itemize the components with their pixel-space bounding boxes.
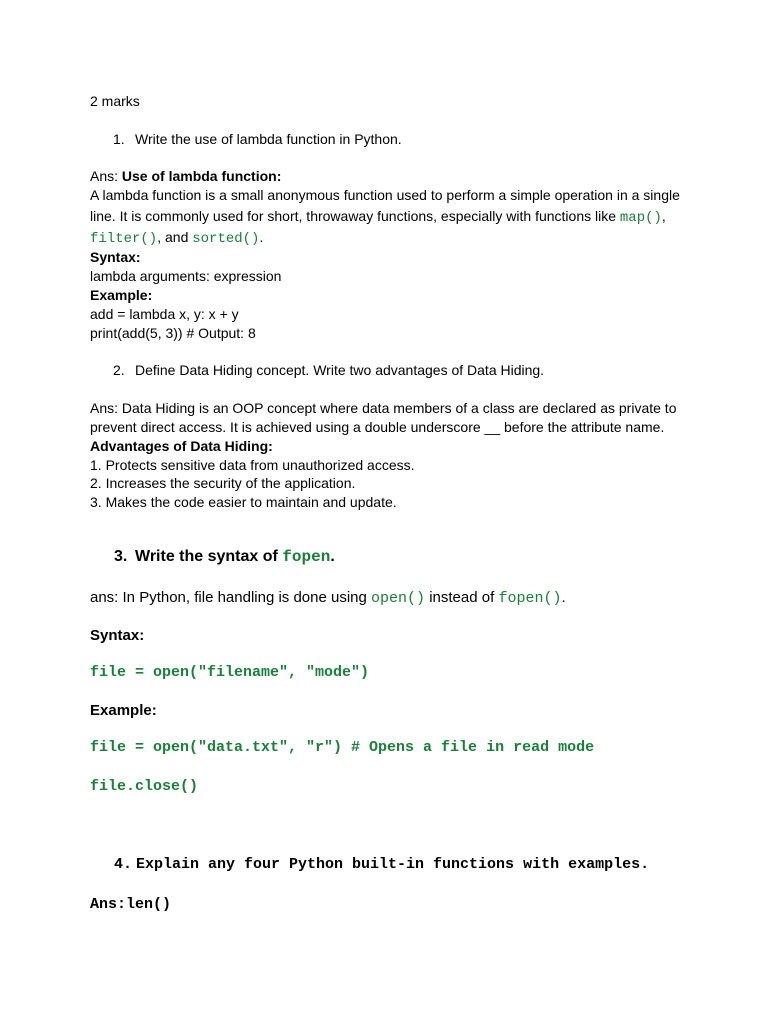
example-line-1: add = lambda x, y: x + y <box>90 306 239 322</box>
code-fopen-heading: fopen <box>282 548 331 566</box>
advantage-item: 1. Protects sensitive data from unauthorized access. <box>90 457 415 473</box>
period: . <box>259 229 264 245</box>
answer-1-para-line2 <box>90 207 666 227</box>
answer-3-text <box>90 589 566 608</box>
answer-heading: Use of lambda function: <box>121 168 282 184</box>
para-text: line. It is commonly used for short, throwaway functions, especially with functions like <box>90 208 620 224</box>
answer-2-line1: Ans: Data Hiding is an OOP concept where data members of a class are declared as private to <box>90 400 677 416</box>
question-4 <box>114 856 649 874</box>
question-4-number: 4. <box>114 856 133 873</box>
code-map: map() <box>619 210 662 226</box>
advantages-label: Advantages of Data Hiding: <box>90 438 273 454</box>
syntax-label-1: Syntax: <box>90 249 141 265</box>
answer-1-para-line3 <box>90 228 263 248</box>
question-3-text: Write the syntax of <box>135 548 283 565</box>
heading-period: . <box>330 548 335 565</box>
syntax-label-3: Syntax: <box>90 627 145 644</box>
question-3-number: 3. <box>114 548 128 565</box>
question-1 <box>113 130 402 148</box>
syntax-text-1: lambda arguments: expression <box>90 268 282 284</box>
example-line-2: print(add(5, 3)) # Output: 8 <box>90 325 256 341</box>
answer-3-pre: ans: In Python, file handling is done using <box>90 589 372 606</box>
advantage-item: 2. Increases the security of the application. <box>90 475 356 491</box>
example-code-3-line1: file = open("data.txt", "r") # Opens a file in read mode <box>90 739 595 756</box>
question-4-text: Explain any four Python built-in functions with examples. <box>136 856 650 873</box>
code-sorted: sorted() <box>192 231 260 247</box>
code-fopen: fopen() <box>498 590 562 607</box>
answer-1-heading <box>90 167 281 185</box>
marks-header: 2 marks <box>90 93 140 109</box>
syntax-code-3: file = open("filename", "mode") <box>90 664 370 681</box>
answer-2-line2: prevent direct access. It is achieved using a double underscore __ before the attribute name. <box>90 419 665 435</box>
comma: , <box>661 208 666 224</box>
example-label-3: Example: <box>90 702 157 719</box>
example-code-3-line2: file.close() <box>90 778 199 795</box>
and-text: , and <box>157 229 193 245</box>
question-2 <box>113 361 544 379</box>
question-2-text: Define Data Hiding concept. Write two advantages of Data Hiding. <box>135 362 545 378</box>
code-filter: filter() <box>90 231 158 247</box>
answer-3-post: . <box>561 589 566 606</box>
question-1-number: 1. <box>113 131 125 147</box>
advantage-item: 3. Makes the code easier to maintain and update. <box>90 494 397 510</box>
question-1-text: Write the use of lambda function in Python. <box>135 131 402 147</box>
question-3-heading <box>114 548 335 566</box>
example-label-1: Example: <box>90 287 153 303</box>
answer-prefix: Ans: <box>90 168 122 184</box>
answer-1-para-line1: A lambda function is a small anonymous function used to perform a simple operation in a single <box>90 187 680 203</box>
question-2-number: 2. <box>113 362 125 378</box>
answer-4: Ans:len() <box>90 896 172 913</box>
answer-3-mid: instead of <box>425 589 499 606</box>
code-open: open() <box>371 590 426 607</box>
